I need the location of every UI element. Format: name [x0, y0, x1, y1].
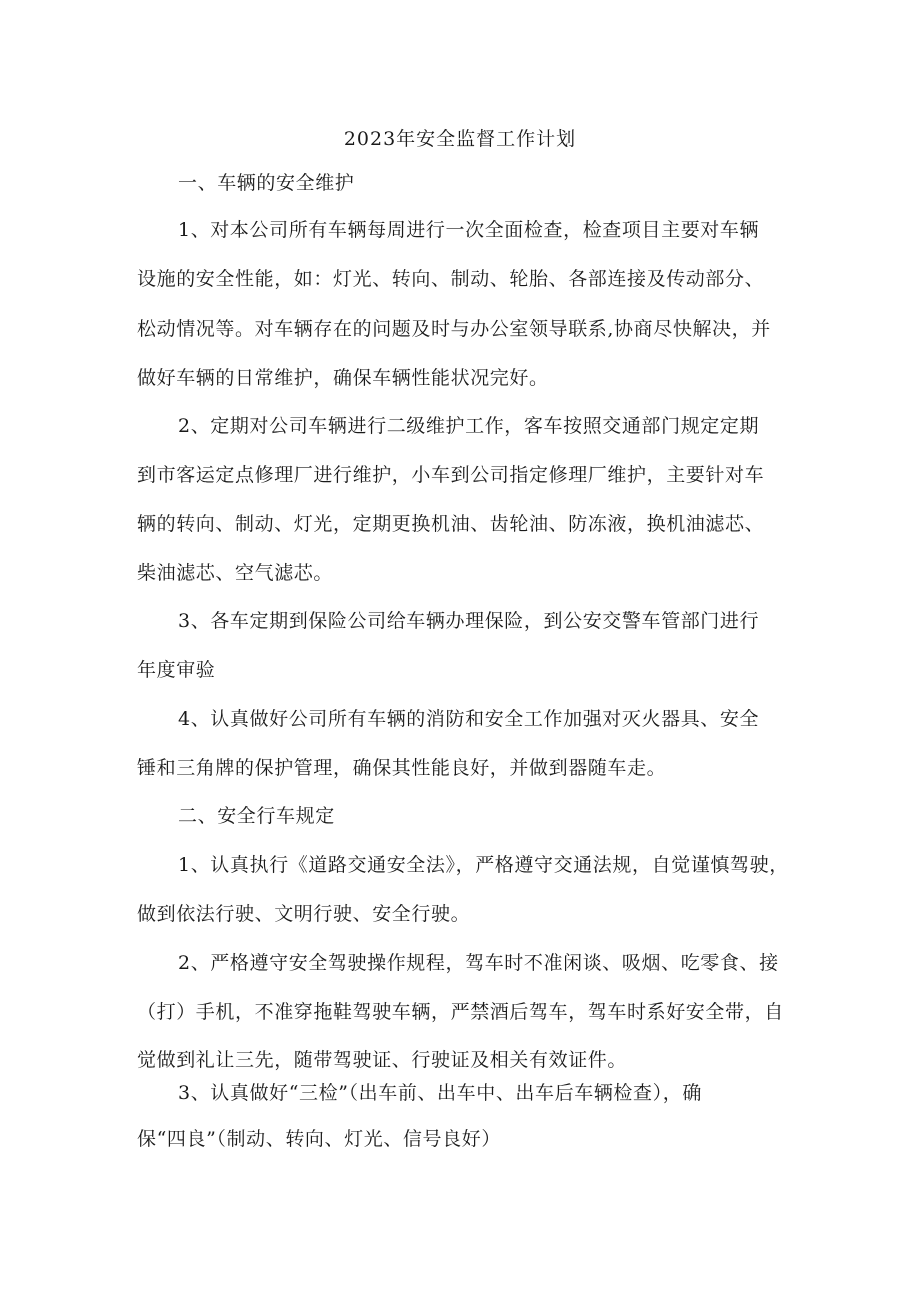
paragraph-line: 3、认真做好“三检”（出车前、出车中、出车后车辆检查），确: [178, 1082, 702, 1104]
paragraph-line: 4、认真做好公司所有车辆的消防和安全工作加强对灭火器具、安全: [178, 708, 760, 730]
paragraph-line: 觉做到礼让三先，随带驾驶证、行驶证及相关有效证件。: [137, 1049, 628, 1071]
paragraph-line: 做好车辆的日常维护，确保车辆性能状况完好。: [137, 367, 549, 389]
paragraph-line: 松动情况等。对车辆存在的问题及时与办公室领导联系,协商尽快解决，并: [137, 318, 771, 340]
paragraph-line: （打）手机，不准穿拖鞋驾驶车辆，严禁酒后驾车，驾车时系好安全带，自: [137, 1001, 784, 1023]
paragraph-line: 柴油滤芯、空气滤芯。: [137, 562, 334, 584]
paragraph-line: 1、认真执行《道路交通安全法》，严格遵守交通法规，自觉谨慎驾驶，: [178, 854, 789, 876]
paragraph-line: 3、各车定期到保险公司给车辆办理保险，到公安交警车管部门进行: [178, 610, 760, 632]
paragraph-line: 锤和三角牌的保护管理，确保其性能良好，并做到器随车走。: [137, 757, 667, 779]
paragraph-line: 辆的转向、制动、灯光，定期更换机油、齿轮油、防冻液，换机油滤芯、: [137, 513, 765, 535]
paragraph-line: 2、定期对公司车辆进行二级维护工作，客车按照交通部门规定定期: [178, 415, 760, 437]
paragraph-line: 做到依法行驶、文明行驶、安全行驶。: [137, 903, 471, 925]
paragraph-line: 保“四良”（制动、转向、灯光、信号良好）: [137, 1128, 501, 1150]
paragraph-line: 设施的安全性能，如：灯光、转向、制动、轮胎、各部连接及传动部分、: [137, 268, 765, 290]
document-title: 2023年安全监督工作计划: [343, 128, 577, 150]
section-heading: 二、安全行车规定: [178, 805, 335, 827]
paragraph-line: 2、严格遵守安全驾驶操作规程，驾车时不准闲谈、吸烟、吃零食、接: [178, 952, 779, 974]
paragraph-line: 1、对本公司所有车辆每周进行一次全面检查，检查项目主要对车辆: [178, 219, 760, 241]
section-heading: 一、车辆的安全维护: [178, 172, 355, 194]
paragraph-line: 到市客运定点修理厂进行维护，小车到公司指定修理厂维护，主要针对车: [137, 464, 765, 486]
paragraph-line: 年度审验: [137, 659, 216, 681]
